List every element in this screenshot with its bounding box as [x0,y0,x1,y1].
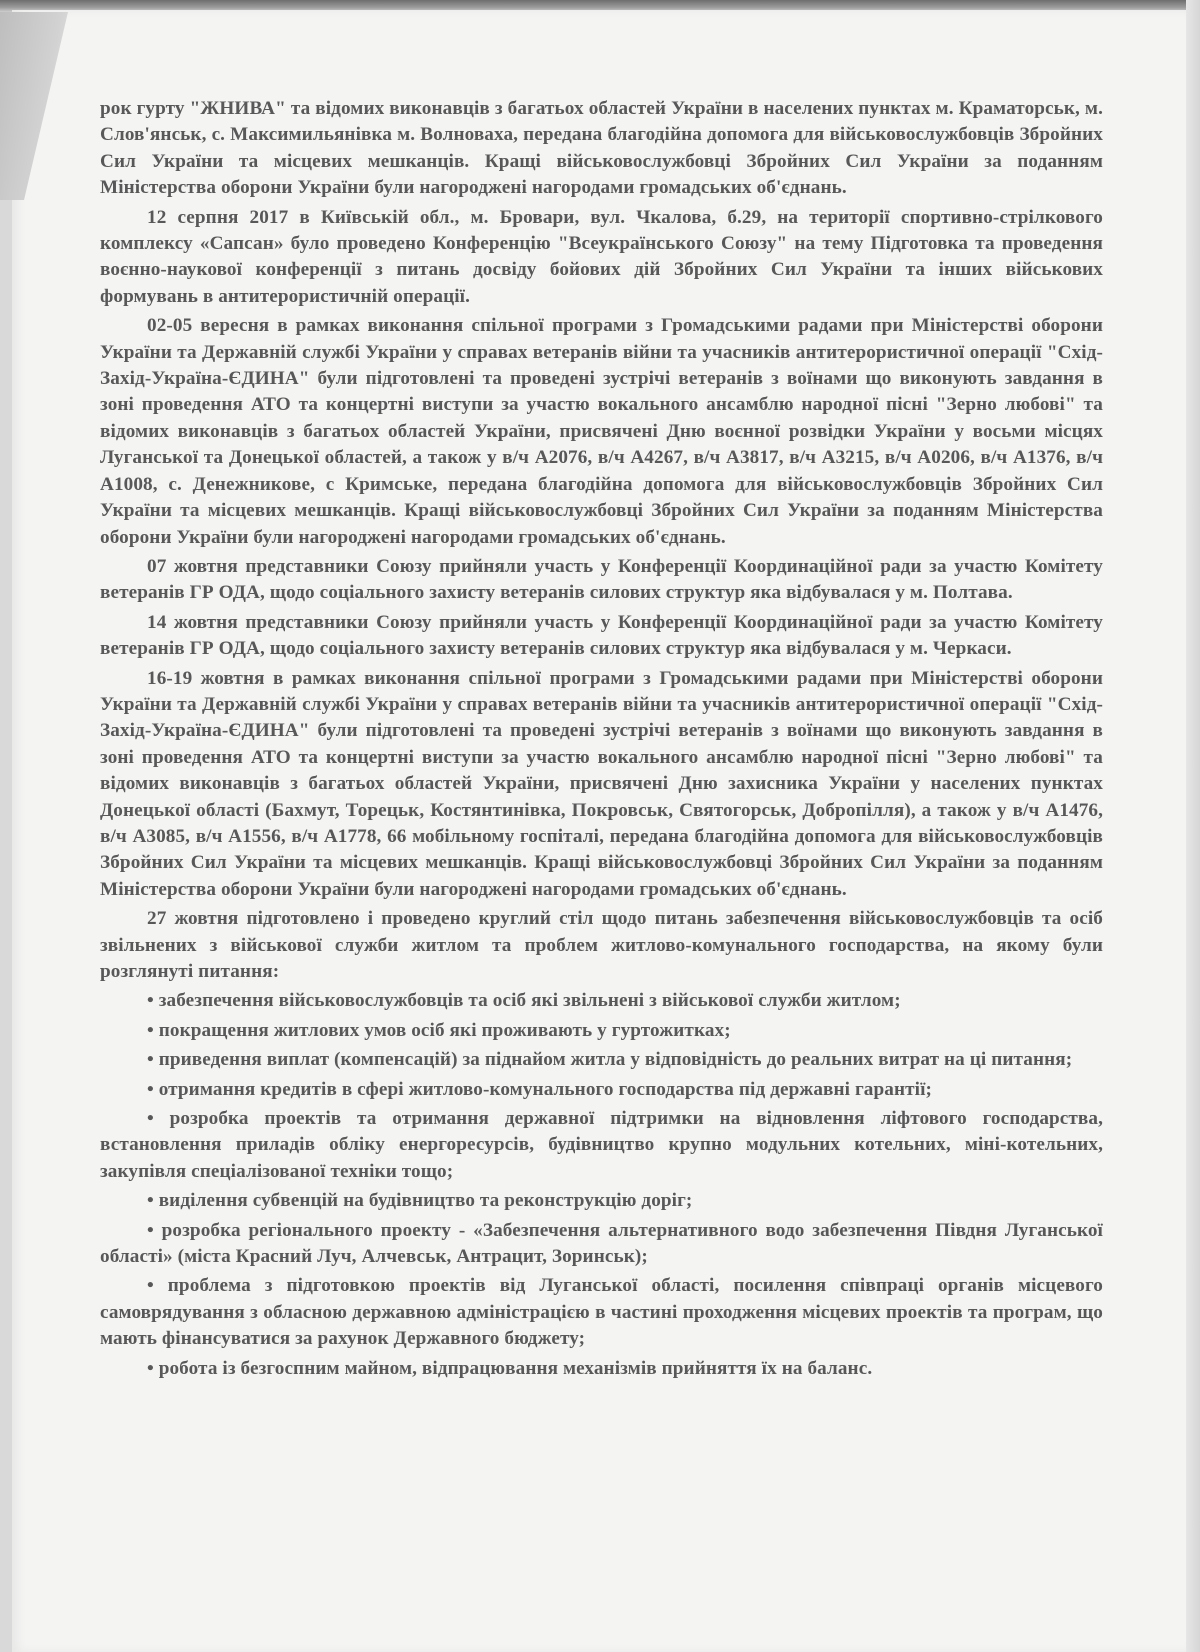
paragraph-august-12-conference: 12 серпня 2017 в Київській обл., м. Бровари, вул. Чкалова, б.29, на території спортивно-стрілкового комплексу «Сапсан» було проведено Конференцію "Всеукраїнського Союзу" на тему Підготовка та проведення воєнно-наукової конференції з питань досвіду бойових дій Збройних Сил України та інших військових формувань в антитерористичній операції. [100,206,1103,307]
bullet-item: • приведення виплат (компенсацій) за піднайом житла у відповідність до реальних витрат на ці питання; [147,1049,1073,1071]
paragraph-september-02-05-program: 02-05 вересня в рамках виконання спільної програми з Громадськими радами при Міністерстві оборони України та Державній службі України у справах ветеранів війни та учасників антитерористичної операції "Схід-Захід-Україна-ЄДИНА" були підготовлені та проведені зустрічі ветеранів з воїнами що виконують завдання в зоні проведення АТО та концертні виступи за участю вокального ансамблю народної пісні "Зерно любові" та відомих виконавців з багатьох областей України, присвячені Дню воєнної розвідки України у восьми місцях Луганської та Донецької областей, а також у в/ч А2076, в/ч А4267, в/ч А3817, в/ч А3215, в/ч А0206, в/ч А1376, в/ч А1008, с. Денежникове, с Кримське, передана благодійна допомога для військовослужбовців Збройних Сил України та місцевих мешканців. Кращі військовослужбовці Збройних Сил України за поданням Міністерства оборони України були нагороджені нагородами громадських об'єднань. [100,315,1103,548]
paragraph-october-14-cherkasy: 14 жовтня представники Союзу прийняли участь у Конференції Координаційної ради за участю Комітету ветеранів ГР ОДА, щодо соціального захисту ветеранів силових структур яка відбувалася у м. Черкаси. [100,611,1103,660]
bullet-item: • проблема з підготовкою проектів від Луганської області, посилення співпраці органів місцевого самоврядування з обласною державною адміністрацією в частині проходження місцевих проектів та програм, що мають фінансуватися за рахунок Державного бюджету; [100,1275,1103,1350]
document-body [100,96,1103,1385]
bullet-item: • розробка регіонального проекту - «Забезпечення альтернативного водо забезпечення Півдня Луганської області» (міста Красний Луч, Алчевськ, Антрацит, Зоринськ); [100,1219,1103,1268]
scan-right-edge [1186,0,1200,1652]
bullet-item: • виділення субвенцій на будівництво та реконструкцію доріг; [147,1190,693,1212]
paragraph-continuation: рок гурту "ЖНИВА" та відомих виконавців з багатьох областей України в населених пунктах м. Краматорськ, м. Слов'янськ, с. Максимильянівка м. Волноваха, передана благодійна допомога для військовослужбовців Збройних Сил України та місцевих мешканців. Кращі військовослужбовці Збройних Сил України за поданням Міністерства оборони України були нагороджені нагородами громадських об'єднань. [100,98,1103,199]
bullet-item: • робота із безгоспним майном, відпрацювання механізмів прийняття їх на баланс. [147,1357,873,1379]
paragraph-october-07-poltava: 07 жовтня представники Союзу прийняли участь у Конференції Координаційної ради за участю Комітету ветеранів ГР ОДА, щодо соціального захисту ветеранів силових структур яка відбувалася у м. Полтава. [100,555,1103,604]
paragraph-october-16-19-program: 16-19 жовтня в рамках виконання спільної програми з Громадськими радами при Міністерстві оборони України та Державній службі України у справах ветеранів війни та учасників антитерористичної операції "Схід-Захід-Україна-ЄДИНА" були підготовлені та проведені зустрічі ветеранів з воїнами що виконують завдання в зоні проведення АТО та концертні виступи за участю вокального ансамблю народної пісні "Зерно любові" та відомих виконавців з багатьох областей України, присвячені Дню захисника України у населених пунктах Донецької області (Бахмут, Торецьк, Костянтинівка, Покровськ, Святогорськ, Добропілля), а також у в/ч А1476, в/ч А3085, в/ч А1556, в/ч А1778, 66 мобільному госпіталі, передана благодійна допомога для військовослужбовців Збройних Сил України та місцевих мешканців. Кращі військовослужбовці Збройних Сил України за поданням Міністерства оборони України були нагороджені нагородами громадських об'єднань. [100,667,1103,900]
bullet-item: • розробка проектів та отримання державної підтримки на відновлення ліфтового господарства, встановлення приладів обліку енергоресурсів, будівництво крупно модульних котельних, міні-котельних, закупівля спеціалізованої техніки тощо; [100,1108,1103,1182]
paragraph-october-27-round-table: 27 жовтня підготовлено і проведено круглий стіл щодо питань забезпечення військовослужбовців та осіб звільнених з військової служби житлом та проблем житлово-комунального господарства, на якому були розглянуті питання: [100,908,1103,982]
bullet-item: • забезпечення військовослужбовців та осіб які звільнені з військової служби житлом; [147,990,901,1012]
bullet-item: • отримання кредитів в сфері житлово-комунального господарства під державні гарантії; [147,1078,932,1100]
bullet-item: • покращення житлових умов осіб які проживають у гуртожитках; [147,1019,731,1041]
